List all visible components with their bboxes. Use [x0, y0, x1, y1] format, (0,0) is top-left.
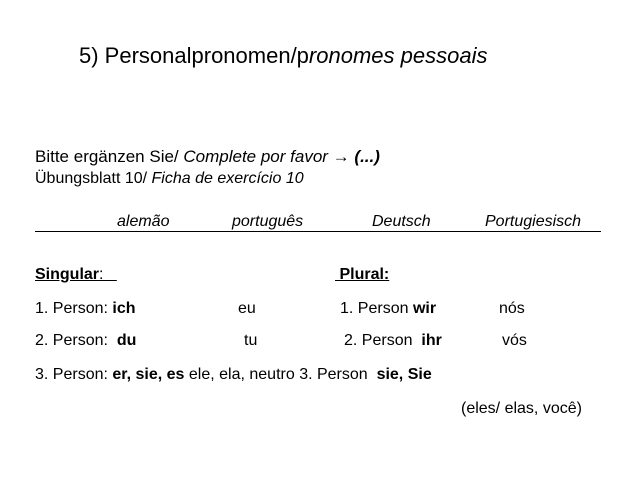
instruction-line [35, 148, 380, 165]
singular-colon: : [99, 266, 104, 283]
instruction-pt: Complete por favor [183, 147, 328, 166]
row-2-sg-pronoun: du [116, 332, 137, 349]
singular-label: Singular [35, 266, 100, 283]
title-italic: ronomes pessoais [308, 43, 488, 68]
row-2-sg-pt: tu [244, 332, 258, 349]
row-3-pl-pt: (eles/ elas, você) [461, 400, 582, 417]
row-2-sg-label: 2. Person: [35, 332, 117, 349]
row-2-singular [35, 333, 136, 349]
row-1-sg-pt: eu [238, 300, 256, 317]
worksheet-de: Übungsblatt 10/ [35, 170, 152, 187]
row-3-line [35, 367, 432, 383]
header-portugiesisch: Portugiesisch [485, 213, 582, 230]
row-3-sg-pt: ele, ela, neutro [184, 366, 300, 383]
row-2-pl-pronoun: ihr [421, 332, 442, 349]
worksheet-line [35, 171, 304, 187]
header-deutsch: Deutsch [372, 213, 431, 230]
plural-label: Plural: [339, 266, 390, 283]
row-2-pl-label: 2. Person [344, 332, 422, 349]
row-1-pl-pt: nós [499, 300, 525, 317]
singular-heading [35, 267, 117, 283]
row-3-sg-label: 3. Person: [35, 366, 113, 383]
plural-heading [335, 267, 389, 283]
row-3-pl-label: 3. Person [299, 366, 377, 383]
header-underline [35, 231, 601, 232]
instruction-de: Bitte ergänzen Sie/ [35, 147, 184, 166]
header-alemao: alemão [117, 213, 170, 230]
instruction-arrow: → [327, 147, 355, 166]
row-1-singular [35, 301, 136, 317]
row-3-pl-pronoun: sie, Sie [376, 366, 432, 383]
row-2-plural [344, 333, 442, 349]
row-3-sg-pronoun: er, sie, es [112, 366, 185, 383]
row-1-pl-pronoun: wir [412, 300, 437, 317]
row-1-pl-label: 1. Person [340, 300, 413, 317]
row-1-sg-label: 1. Person: [35, 300, 113, 317]
title-plain: 5) Personalpronomen/p [79, 43, 309, 68]
header-portugues: português [232, 213, 304, 230]
instruction-ellipsis: (...) [354, 147, 380, 166]
row-1-plural [340, 301, 436, 317]
row-2-pl-pt: vós [502, 332, 527, 349]
worksheet-pt: Ficha de exercício 10 [151, 170, 304, 187]
row-1-sg-pronoun: ich [112, 300, 136, 317]
page-title [79, 45, 487, 67]
